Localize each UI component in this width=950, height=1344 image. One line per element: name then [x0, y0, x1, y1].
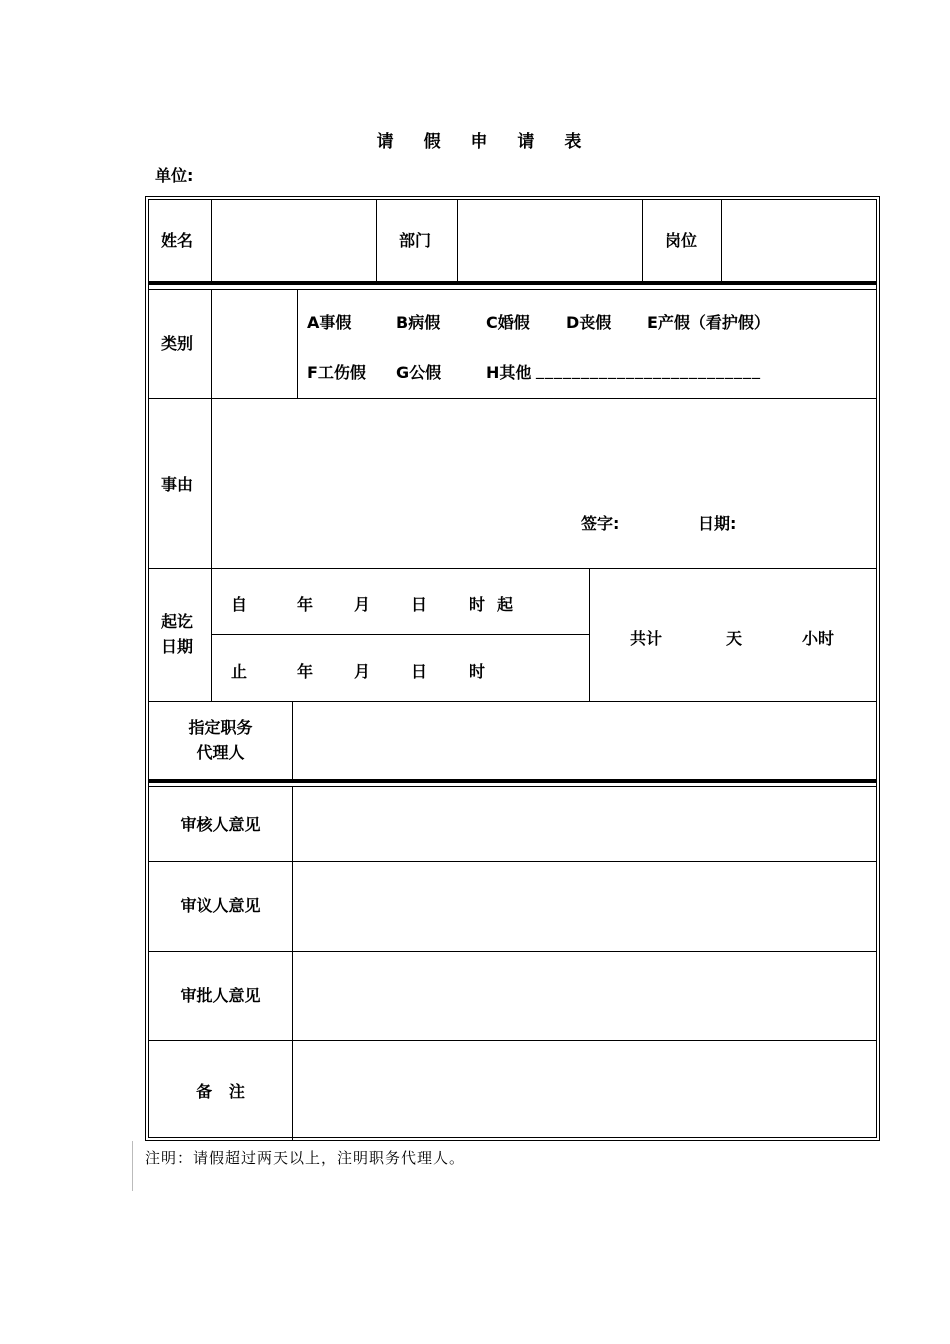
dept-label: 部门 — [399, 231, 432, 250]
vline-reviews — [292, 786, 293, 1141]
reason-label: 事由 — [161, 475, 194, 494]
to-year: 年 — [297, 662, 314, 681]
name-label: 姓名 — [161, 231, 194, 250]
form-inner-border — [148, 199, 877, 1138]
divider-4 — [149, 701, 876, 702]
vline-post-right — [721, 200, 722, 281]
divider-5b — [149, 786, 876, 787]
vline-dept-right — [457, 200, 458, 281]
from-year: 年 — [297, 595, 314, 614]
agent-label-1: 指定职务 — [188, 718, 253, 737]
date-label: 日期: — [698, 514, 737, 533]
divider-8 — [149, 1040, 876, 1041]
signature-label: 签字: — [581, 514, 620, 533]
footnote: 注明：请假超过两天以上，注明职务代理人。 — [145, 1149, 466, 1167]
deliberator-opinion-label: 审议人意见 — [180, 896, 261, 915]
vline-category-blank — [297, 289, 298, 398]
option-other-leave: H其他 — [486, 363, 532, 382]
from-month: 月 — [354, 595, 371, 614]
from-hour: 时 — [469, 595, 486, 614]
option-bereavement-leave: D丧假 — [566, 313, 612, 332]
option-personal-leave: A事假 — [307, 313, 352, 332]
vline-label-col — [211, 289, 212, 701]
from-label: 自 — [231, 595, 248, 614]
total-days: 天 — [726, 629, 743, 648]
vline-name — [211, 200, 212, 281]
category-label: 类别 — [161, 334, 194, 353]
option-marriage-leave: C婚假 — [486, 313, 530, 332]
divider-3 — [149, 568, 876, 569]
option-official-leave: G公假 — [396, 363, 442, 382]
total-hours: 小时 — [802, 629, 835, 648]
leave-application-form — [145, 196, 880, 1141]
total-label: 共计 — [630, 629, 663, 648]
other-blank-line: _________________________ — [536, 360, 761, 379]
option-sick-leave: B病假 — [396, 313, 441, 332]
divider-1b — [149, 289, 876, 290]
margin-line — [132, 1141, 133, 1191]
divider-thick-1 — [149, 281, 876, 285]
period-label-2: 日期 — [161, 637, 194, 656]
page-title: 请 假 申 请 表 — [376, 132, 594, 152]
from-day: 日 — [411, 595, 428, 614]
from-start-suffix: 起 — [497, 595, 514, 614]
to-label: 止 — [231, 662, 248, 681]
option-injury-leave: F工伤假 — [307, 363, 366, 382]
divider-thick-2 — [149, 779, 876, 783]
approver-opinion-label: 审批人意见 — [180, 986, 261, 1005]
to-day: 日 — [411, 662, 428, 681]
divider-6 — [149, 861, 876, 862]
remarks-label: 备 注 — [196, 1082, 245, 1101]
agent-label-2: 代理人 — [196, 743, 245, 762]
reviewer-opinion-label: 审核人意见 — [180, 815, 261, 834]
unit-label: 单位: — [155, 166, 194, 185]
to-hour: 时 — [469, 662, 486, 681]
post-label: 岗位 — [665, 231, 698, 250]
option-maternity-leave: E产假（看护假） — [647, 313, 770, 332]
vline-agent — [292, 701, 293, 779]
vline-period-total — [589, 568, 590, 701]
period-label-1: 起讫 — [161, 612, 194, 631]
divider-7 — [149, 951, 876, 952]
vline-dept-left — [376, 200, 377, 281]
to-month: 月 — [354, 662, 371, 681]
divider-period-mid — [211, 634, 589, 635]
divider-2 — [149, 398, 876, 399]
vline-post-left — [642, 200, 643, 281]
